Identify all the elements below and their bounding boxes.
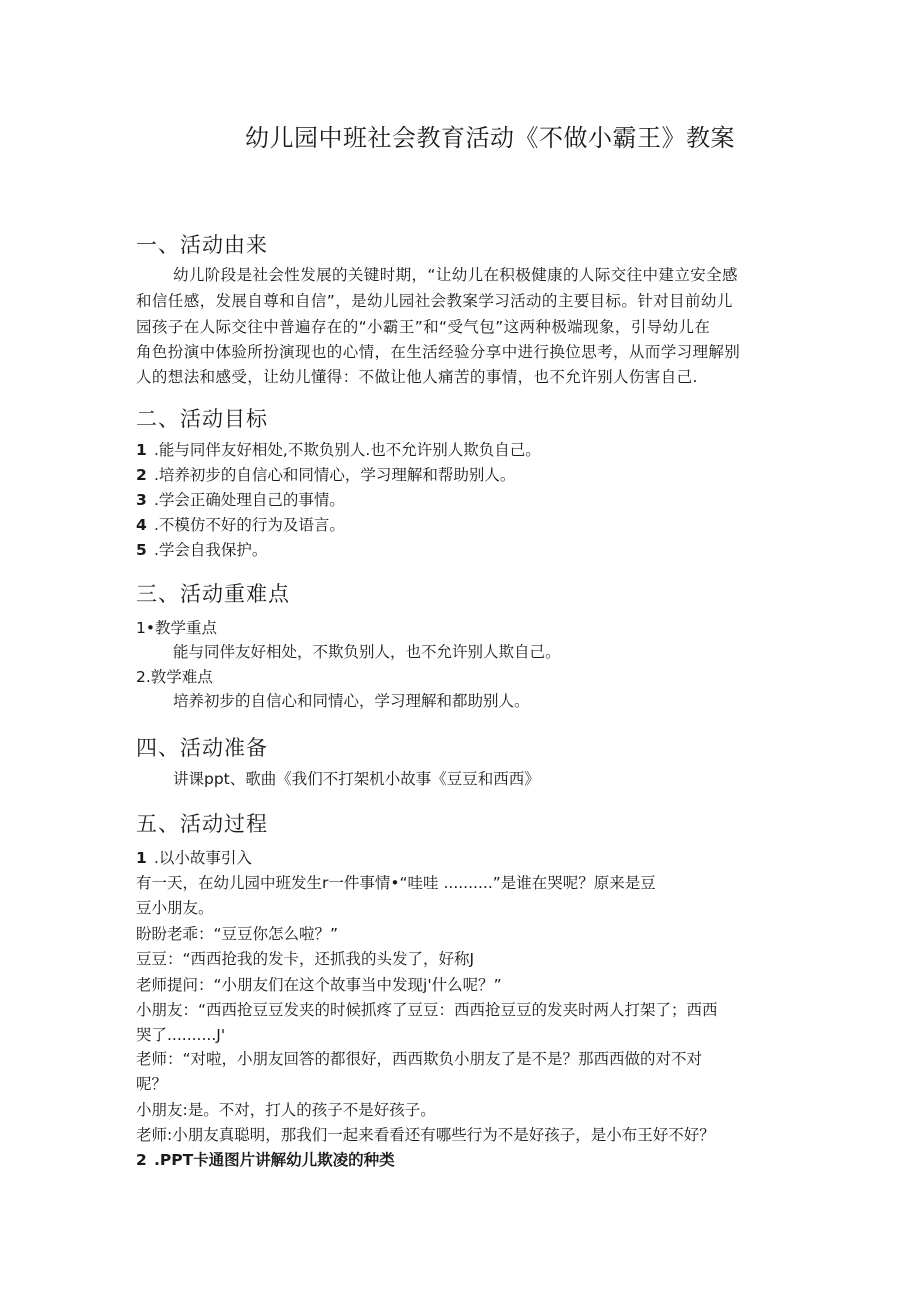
process-line: 有一天，在幼儿园中班发生r一件事情•“哇哇 ..........”是谁在哭呢？原来是豆 [136,874,656,892]
goal-item [136,464,515,486]
key-point-text: 能与同伴友好相处，不欺负别人，也不允许别人欺自己。 [173,643,561,661]
process-line: 豆小朋友。 [136,899,214,917]
origin-line: 人的想法和感受，让幼儿懂得：不做让他人痛苦的事情，也不允许别人伤害自己. [136,368,698,386]
process-step [136,1149,395,1171]
goal-number: 5 [136,541,147,559]
process-line: 老师：“对啦，小朋友回答的都很好，西西欺负小朋友了是不是？那西西做的对不对 [136,1050,703,1068]
goal-item [136,514,345,536]
step-number: 2 [136,1151,147,1169]
process-step [136,847,252,869]
origin-line: 角色扮演中体验所扮演现也的心情，在生活经验分享中进行换位思考，从而学习理解别 [136,343,741,361]
section-heading-prep: 四、活动准备 [136,736,268,760]
document-title: 幼儿园中班社会教育活动《不做小霸王》教案 [245,124,735,152]
goal-number: 1 [136,441,147,459]
goal-item [136,439,541,461]
process-line: 老师:小朋友真聪明，那我们一起来看看还有哪些行为不是好孩子，是小布王好不好？ [136,1126,715,1144]
section-heading-process: 五、活动过程 [136,812,268,836]
step-text: .以小故事引入 [154,849,252,867]
goal-item [136,539,267,561]
goal-number: 4 [136,516,147,534]
difficulty-text: 培养初步的自信心和同情心，学习理解和都助别人。 [173,692,530,710]
origin-line: 园孩子在人际交往中普遍存在的“小霸王”和“受气包”这两种极端现象，引导幼儿在 [136,318,711,336]
goal-number: 2 [136,466,147,484]
goal-item [136,489,345,511]
goal-text: .能与同伴友好相处,不欺负别人.也不允许别人欺负自己。 [154,441,541,459]
process-line: 呢？ [136,1075,168,1093]
difficulty-label: 2.敦学难点 [136,668,213,686]
step-text: .PPT卡通图片讲解幼儿欺凌的种类 [154,1151,395,1169]
section-heading-key-points: 三、活动重难点 [136,582,290,606]
process-line: 盼盼老乖：“豆豆你怎么啦？” [136,925,339,943]
process-line: 小朋友:是。不对，打人的孩子不是好孩子。 [136,1101,436,1119]
process-line: 豆豆：“西西抢我的发卡，还抓我的头发了，好称J [136,950,475,968]
section-heading-goals: 二、活动目标 [136,407,268,431]
key-point-label: 1•教学重点 [136,619,218,637]
process-line: 老师提问：“小朋友们在这个故事当中发现j'什么呢？” [136,976,502,994]
goal-text: .不模仿不好的行为及语言。 [154,516,345,534]
origin-line: 和信任感，发展自尊和自信”，是幼儿园社会教案学习活动的主要目标。针对目前幼儿 [136,292,733,310]
goal-text: .学会正确处理自己的事情。 [154,491,345,509]
step-number: 1 [136,849,147,867]
prep-text: 讲课ppt、歌曲《我们不打架机小故事《豆豆和西西》 [173,770,540,788]
goal-number: 3 [136,491,147,509]
goal-text: .培养初步的自信心和同情心，学习理解和帮助别人。 [154,466,516,484]
section-heading-origin: 一、活动由来 [136,233,268,257]
goal-text: .学会自我保护。 [154,541,268,559]
process-line: 小朋友：“西西抢豆豆发夹的时候抓疼了豆豆：西西抢豆豆的发夹时两人打架了；西西 [136,1001,718,1019]
origin-line: 幼儿阶段是社会性发展的关键时期，“让幼儿在积极健康的人际交往中建立安全感 [173,266,738,284]
process-line: 哭了..........J' [136,1026,226,1044]
